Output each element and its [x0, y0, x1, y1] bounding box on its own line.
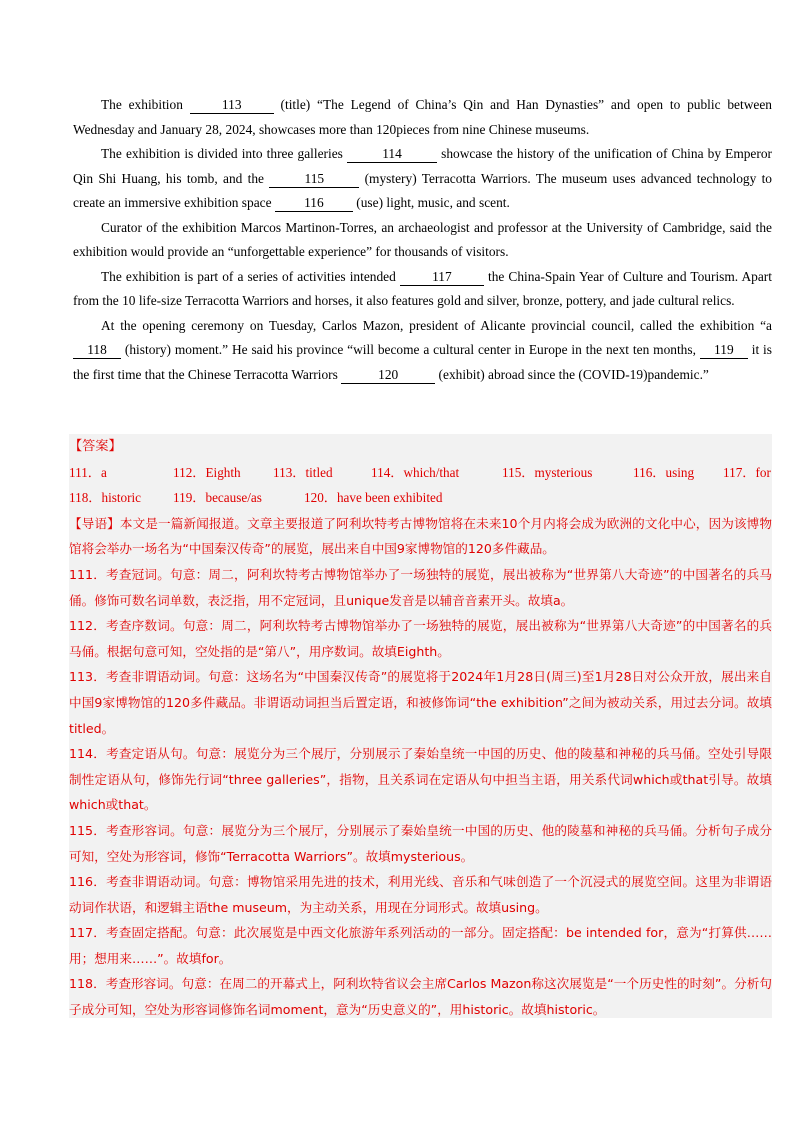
blank-115: 115: [269, 171, 359, 188]
passage-paragraph-5: At the opening ceremony on Tuesday, Carlos Mazon, president of Alicante provincial council, called the exhibition “a 118 (history) moment.” He said his province “will become a cultural center in Europe in the next ten months, 119 it is the first time that the Chinese Terracotta Warriors 120 (exhibit) abroad since the (COVID-19)pandemic.”: [73, 317, 772, 382]
answer-explanations: [69, 511, 772, 1023]
passage-paragraph-3: Curator of the exhibition Marcos Martinon-Torres, an archaeologist and professor at the University of Cambridge, said the exhibition would provide an “unforgettable experience” for thousands of visitors.: [73, 219, 772, 259]
blank-116: 116: [275, 195, 353, 212]
blank-113: 113: [190, 97, 274, 114]
blank-120: 120: [341, 367, 435, 384]
answer-section: [69, 434, 772, 1018]
explanation-113: 113．考查非谓语动词。句意：这场名为“中国秦汉传奇”的展览将于2024年1月28日(周三)至1月28日对公众开放，展出来自中国9家博物馆的120多件藏品。非谓语动词担当后置定语，和被修饰词“the exhibition”之间为被动关系，用过去分词。故填titled。: [69, 669, 772, 736]
explanation-118: 118．考查形容词。句意：在周二的开幕式上，阿利坎特省议会主席Carlos Mazon称这次展览是“一个历史性的时刻”。分析句子成分可知，空处为形容词修饰名词moment，意为“历史意义的”，用historic。故填historic。: [69, 976, 772, 1018]
answer-116: 116．using: [633, 464, 695, 480]
passage-paragraph-1: The exhibition 113 (title) “The Legend of China’s Qin and Han Dynasties” and open to public between Wednesday and January 28, 2024, showcases more than 120pieces from nine Chinese museums.: [73, 97, 772, 137]
blank-118: 118: [73, 342, 121, 359]
passage-paragraph-4: The exhibition is part of a series of activities intended 117 the China-Spain Year of Culture and Tourism. Apart from the 10 life-size Terracotta Warriors and horses, it also features gold and silver, bronze, pottery, and jade cultural relics.: [73, 268, 772, 308]
passage-paragraph-2: The exhibition is divided into three galleries 114 showcase the history of the unification of China by Emperor Qin Shi Huang, his tomb, and the 115 (mystery) Terracotta Warriors. The museum uses advanced technology to create an immersive exhibition space 116 (use) light, music, and scent.: [73, 146, 772, 210]
reading-passage: [73, 93, 772, 387]
answer-113: 113．titled: [273, 464, 333, 480]
answer-111: 111．a: [69, 464, 107, 480]
answer-header: 【答案】: [69, 439, 122, 454]
explanation-111: 111．考查冠词。句意：周二，阿利坎特考古博物馆举办了一场独特的展览，展出被称为“世界第八大奇迹”的中国著名的兵马俑。修饰可数名词单数，表泛指，用不定冠词，且unique发音是以辅音音素开头。故填a。: [69, 566, 772, 608]
answer-row-2: [69, 485, 772, 511]
explanation-115: 115．考查形容词。句意：展览分为三个展厅，分别展示了秦始皇统一中国的历史、他的陵墓和神秘的兵马俑。分析句子成分可知，空处为形容词，修饰“Terracotta Warriors”。故填mysterious。: [69, 822, 772, 864]
answer-119: 119．because/as: [173, 490, 262, 506]
answer-118: 118．historic: [69, 490, 142, 506]
explanation-114: 114．考查定语从句。句意：展览分为三个展厅，分别展示了秦始皇统一中国的历史、他的陵墓和神秘的兵马俑。空处引导限制性定语从句，修饰先行词“three galleries”，指物，且关系词在定语从句中担当主语，用关系代词which或that引导。故填which或that。: [69, 746, 772, 813]
explanation-117: 117．考查固定搭配。句意：此次展览是中西文化旅游年系列活动的一部分。固定搭配：be intended for，意为“打算供……用；想用来……”。故填for。: [69, 925, 772, 966]
blank-117: 117: [400, 269, 484, 286]
answer-114: 114．which/that: [371, 464, 460, 480]
answer-112: 112．Eighth: [173, 464, 241, 480]
explanation-116: 116．考查非谓语动词。句意：博物馆采用先进的技术，利用光线、音乐和气味创造了一个沉浸式的展览空间。这里为非谓语动词作状语，和逻辑主语the museum，为主动关系，用现在分词形式。故填using。: [69, 874, 772, 915]
answer-115: 115．mysterious: [502, 464, 593, 480]
answer-row-1: [69, 460, 772, 486]
guide-paragraph: 【导语】本文是一篇新闻报道。文章主要报道了阿利坎特考古博物馆将在未来10个月内将会成为欧洲的文化中心，因为该博物馆将会举办一场名为“中国秦汉传奇”的展览，展出来自中国9家博物馆的120多件藏品。: [69, 515, 772, 557]
blank-114: 114: [347, 146, 437, 163]
explanation-112: 112．考查序数词。句意：周二，阿利坎特考古博物馆举办了一场独特的展览，展出被称为“世界第八大奇迹”的中国著名的兵马俑。根据句意可知，空处指的是“第八”，用序数词。故填Eighth。: [69, 618, 772, 659]
answer-117: 117．for: [723, 464, 771, 480]
blank-119: 119: [700, 342, 748, 359]
answer-120: 120．have been exhibited: [304, 490, 443, 506]
